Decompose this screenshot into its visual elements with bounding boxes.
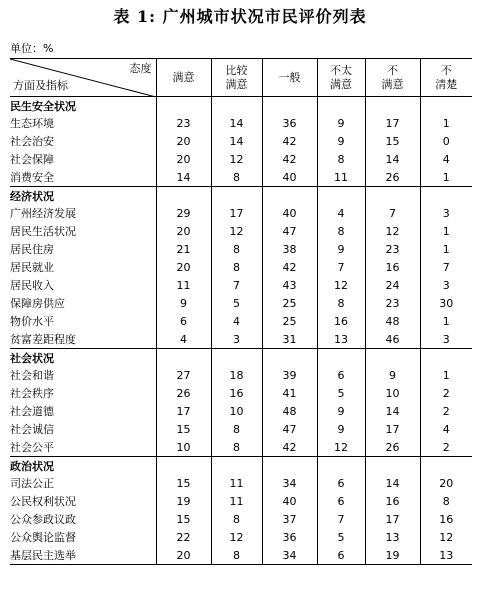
section-title: 经济状况 [10,187,156,205]
indicator-label: 贫富差距程度 [10,333,76,346]
value-cell: 22 [156,528,211,546]
value-cell: 10 [365,384,420,402]
value-cell: 4 [420,420,472,438]
value-cell: 26 [365,168,420,187]
value-cell: 31 [262,330,317,349]
section-row [10,187,472,205]
section-spacer-cell [211,457,262,475]
value-cell: 17 [156,402,211,420]
value-cell: 47 [262,420,317,438]
value-cell: 36 [262,528,317,546]
section-spacer-cell [262,97,317,115]
section-spacer-cell [365,349,420,367]
table-title: 表 1: 广州城市状况市民评价列表 [113,7,367,26]
value-cell: 5 [317,384,365,402]
value-cell: 7 [420,258,472,276]
indicator-label: 居民住房 [10,243,54,256]
value-cell: 10 [156,438,211,457]
section-spacer-cell [211,97,262,115]
table-row [10,420,472,438]
table-row [10,402,472,420]
value-cell: 16 [211,384,262,402]
value-cell: 2 [420,402,472,420]
section-row [10,97,472,115]
value-cell: 21 [156,240,211,258]
value-cell: 4 [317,204,365,222]
indicator-label: 社会诚信 [10,423,54,436]
value-cell: 9 [317,420,365,438]
value-cell: 15 [365,132,420,150]
indicator-label: 保障房供应 [10,297,65,310]
value-cell: 3 [420,204,472,222]
unit-label: 单位：% [10,42,54,55]
table-row [10,114,472,132]
value-cell: 7 [365,204,420,222]
value-cell: 7 [317,258,365,276]
value-cell: 30 [420,294,472,312]
indicator-label: 基层民主选举 [10,546,156,565]
indicator-label: 社会和谐 [10,369,54,382]
value-cell: 3 [211,330,262,349]
table-row [10,258,472,276]
value-cell: 8 [211,258,262,276]
value-cell: 20 [156,258,211,276]
value-cell: 40 [262,204,317,222]
value-cell: 5 [211,294,262,312]
value-cell: 47 [262,222,317,240]
value-cell: 3 [420,276,472,294]
value-cell: 8 [420,492,472,510]
value-cell: 6 [156,312,211,330]
indicator-label: 社会治安 [10,135,54,148]
value-cell: 6 [317,366,365,384]
value-cell: 3 [420,330,472,349]
value-cell: 8 [317,150,365,168]
value-cell: 18 [211,366,262,384]
value-cell: 34 [262,474,317,492]
value-cell: 46 [365,330,420,349]
column-header: 不太 满意 [317,59,365,97]
section-row [10,457,472,475]
column-header: 一般 [262,59,317,97]
value-cell: 19 [365,546,420,565]
attitude-label: 态度 [129,62,152,75]
value-cell: 20 [420,474,472,492]
value-cell: 10 [211,402,262,420]
value-cell: 17 [365,114,420,132]
value-cell: 8 [317,222,365,240]
value-cell: 27 [156,366,211,384]
column-header: 满意 [156,59,211,97]
value-cell: 2 [420,438,472,457]
value-cell: 13 [420,546,472,565]
section-spacer-cell [156,349,211,367]
value-cell: 20 [156,222,211,240]
value-cell: 17 [211,204,262,222]
value-cell: 9 [156,294,211,312]
table-row [10,168,472,187]
value-cell: 8 [211,546,262,565]
value-cell: 25 [262,312,317,330]
value-cell: 6 [317,546,365,565]
aspect-label: 方面及指标 [13,79,68,92]
table-row [10,294,472,312]
value-cell: 13 [317,330,365,349]
indicator-label: 公众参政议政 [10,513,76,526]
section-spacer-cell [262,349,317,367]
value-cell: 1 [420,240,472,258]
indicator-label: 公民权利状况 [10,495,76,508]
indicator-label: 司法公正 [10,477,54,490]
value-cell: 8 [211,510,262,528]
section-spacer-cell [420,97,472,115]
table-row [10,438,472,457]
section-spacer-cell [365,187,420,205]
section-spacer-cell [156,97,211,115]
section-spacer-cell [365,97,420,115]
value-cell: 9 [317,240,365,258]
indicator-label: 居民就业 [10,261,54,274]
value-cell: 25 [262,294,317,312]
value-cell: 1 [420,366,472,384]
value-cell: 4 [211,312,262,330]
value-cell: 20 [156,546,211,565]
table-row [10,132,472,150]
value-cell: 20 [156,150,211,168]
table-row [10,204,472,222]
value-cell: 48 [365,312,420,330]
value-cell: 1 [420,114,472,132]
indicator-label: 居民生活状况 [10,225,76,238]
value-cell: 14 [365,402,420,420]
value-cell: 14 [365,150,420,168]
value-cell: 43 [262,276,317,294]
section-title: 社会状况 [10,349,156,367]
table-row [10,222,472,240]
value-cell: 38 [262,240,317,258]
section-row [10,349,472,367]
section-spacer-cell [156,187,211,205]
value-cell: 39 [262,366,317,384]
value-cell: 36 [262,114,317,132]
table-row [10,366,472,384]
value-cell: 17 [365,510,420,528]
value-cell: 12 [420,528,472,546]
value-cell: 8 [211,420,262,438]
value-cell: 42 [262,132,317,150]
section-spacer-cell [211,187,262,205]
indicator-label: 物价水平 [10,315,54,328]
section-spacer-cell [262,187,317,205]
value-cell: 8 [317,294,365,312]
value-cell: 17 [365,420,420,438]
table-body [10,97,472,565]
section-spacer-cell [156,457,211,475]
value-cell: 14 [211,114,262,132]
value-cell: 7 [211,276,262,294]
value-cell: 24 [365,276,420,294]
section-title: 政治状况 [10,457,156,475]
value-cell: 48 [262,402,317,420]
value-cell: 16 [365,258,420,276]
column-header: 比较 满意 [211,59,262,97]
value-cell: 7 [317,510,365,528]
value-cell: 26 [156,384,211,402]
value-cell: 1 [420,168,472,187]
header-row [10,59,472,97]
value-cell: 40 [262,168,317,187]
value-cell: 12 [365,222,420,240]
value-cell: 23 [365,294,420,312]
indicator-label: 广州经济发展 [10,207,76,220]
value-cell: 23 [156,114,211,132]
value-cell: 42 [262,258,317,276]
value-cell: 8 [211,240,262,258]
indicator-label: 公众舆论监督 [10,531,76,544]
indicator-label: 消费安全 [10,171,54,184]
section-spacer-cell [317,349,365,367]
value-cell: 16 [365,492,420,510]
value-cell: 1 [420,222,472,240]
value-cell: 0 [420,132,472,150]
value-cell: 9 [317,402,365,420]
value-cell: 42 [262,438,317,457]
value-cell: 13 [365,528,420,546]
column-header: 不 满意 [365,59,420,97]
table-row [10,330,472,349]
value-cell: 26 [365,438,420,457]
section-spacer-cell [211,349,262,367]
value-cell: 12 [317,438,365,457]
value-cell: 8 [211,438,262,457]
indicator-label: 社会保障 [10,153,54,166]
section-title: 民生安全状况 [10,97,156,115]
value-cell: 12 [211,150,262,168]
value-cell: 15 [156,510,211,528]
value-cell: 29 [156,204,211,222]
value-cell: 11 [156,276,211,294]
section-spacer-cell [317,457,365,475]
value-cell: 42 [262,150,317,168]
section-spacer-cell [317,187,365,205]
column-header: 不 清楚 [420,59,472,97]
table-row [10,240,472,258]
value-cell: 23 [365,240,420,258]
evaluation-table [10,58,472,565]
section-spacer-cell [420,457,472,475]
value-cell: 34 [262,546,317,565]
table-row [10,276,472,294]
value-cell: 16 [420,510,472,528]
indicator-label: 生态环境 [10,117,54,130]
indicator-label: 社会秩序 [10,387,54,400]
value-cell: 16 [317,312,365,330]
indicator-label: 社会公平 [10,441,54,454]
value-cell: 6 [317,474,365,492]
value-cell: 9 [317,114,365,132]
value-cell: 19 [156,492,211,510]
section-spacer-cell [420,187,472,205]
value-cell: 4 [156,330,211,349]
diagonal-header-cell [10,59,156,97]
value-cell: 15 [156,420,211,438]
table-row [10,384,472,402]
table-row [10,492,472,510]
indicator-label: 居民收入 [10,279,54,292]
section-spacer-cell [317,97,365,115]
value-cell: 1 [420,312,472,330]
table-row [10,528,472,546]
value-cell: 9 [365,366,420,384]
value-cell: 15 [156,474,211,492]
value-cell: 8 [211,168,262,187]
value-cell: 14 [365,474,420,492]
table-row [10,546,472,565]
section-spacer-cell [262,457,317,475]
value-cell: 12 [317,276,365,294]
value-cell: 41 [262,384,317,402]
value-cell: 12 [211,528,262,546]
table-row [10,150,472,168]
value-cell: 20 [156,132,211,150]
value-cell: 11 [211,492,262,510]
table-row [10,510,472,528]
value-cell: 11 [211,474,262,492]
section-spacer-cell [365,457,420,475]
value-cell: 4 [420,150,472,168]
table-row [10,312,472,330]
indicator-label: 社会道德 [10,405,54,418]
value-cell: 2 [420,384,472,402]
value-cell: 6 [317,492,365,510]
section-spacer-cell [420,349,472,367]
value-cell: 11 [317,168,365,187]
value-cell: 14 [211,132,262,150]
table-row [10,474,472,492]
value-cell: 12 [211,222,262,240]
value-cell: 5 [317,528,365,546]
value-cell: 14 [156,168,211,187]
value-cell: 37 [262,510,317,528]
value-cell: 9 [317,132,365,150]
value-cell: 40 [262,492,317,510]
